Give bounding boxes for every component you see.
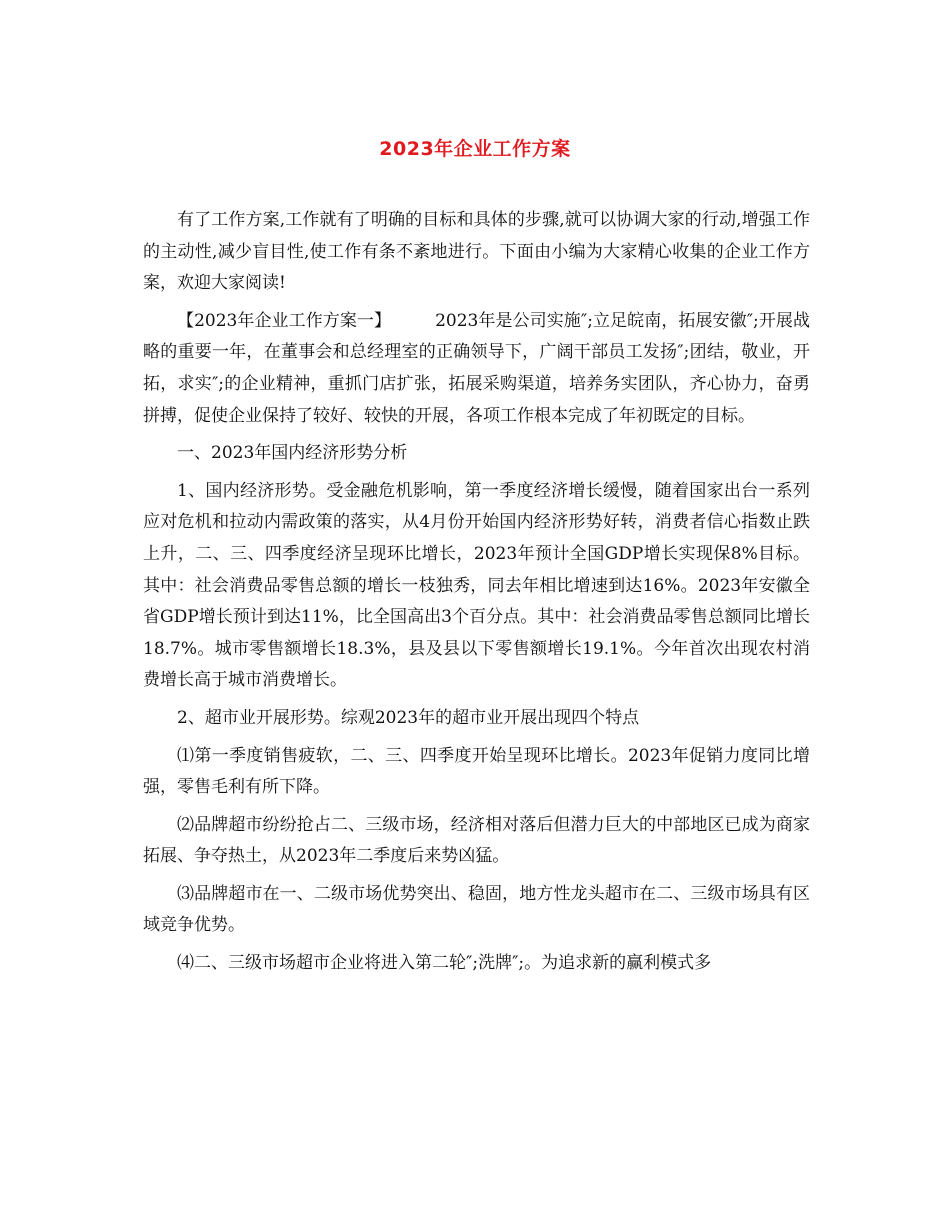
plan-one-text: 2023年是公司实施″;立足皖南，拓展安徽″;开展战略的重要一年，在董事会和总经理室的正确领导下，广阔干部员工发扬″;团结，敬业，开拓，求实″;的企业精神，重抓门店扩张，拓展采购渠道，培养务实团队，齐心协力，奋勇拼搏，促使企业保持了较好、较快的开展，各项工作根本完成了年初既定的目标。 <box>143 310 811 426</box>
section-one-heading: 一、2023年国内经济形势分析 <box>177 443 408 464</box>
document-title: 2023年企业工作方案 <box>379 138 571 160</box>
point-three-paragraph: ⑶品牌超市在一、二级市场优势突出、稳固，地方性龙头超市在二、三级市场具有区域竞争优势。 <box>143 883 810 936</box>
point-four-paragraph: ⑷二、三级市场超市企业将进入第二轮″;洗牌″;。为追求新的赢利模式多 <box>177 953 712 974</box>
economy-paragraph: 1、国内经济形势。受金融危机影响，第一季度经济增长缓慢，随着国家出台一系列应对危机和拉动内需政策的落实，从4月份开始国内经济形势好转，消费者信心指数止跌上升，二、三、四季度经济呈现环比增长，2023年预计全国GDP增长实现保8%目标。其中：社会消费品零售总额的增长一枝独秀，同去年相比增速到达16%。2023年安徽全省GDP增长预计到达11%，比全国高出3个百分点。其中：社会消费品零售总额同比增长18.7%。城市零售额增长18.3%，县及县以下零售额增长19.1%。今年首次出现农村消费增长高于城市消费增长。 <box>143 480 810 691</box>
intro-paragraph: 有了工作方案,工作就有了明确的目标和具体的步骤,就可以协调大家的行动,增强工作的主动性,减少盲目性,使工作有条不紊地进行。下面由小编为大家精心收集的企业工作方案，欢迎大家阅读! <box>143 210 810 294</box>
section-heading: 【2023年企业工作方案一】 <box>177 310 392 331</box>
plan-one-paragraph <box>143 306 810 432</box>
document-body <box>143 205 810 986</box>
point-two-paragraph: ⑵品牌超市纷纷抢占二、三级市场，经济相对落后但潜力巨大的中部地区已成为商家拓展、争夺热土，从2023年二季度后来势凶猛。 <box>143 814 810 867</box>
supermarket-heading: 2、超市业开展形势。综观2023年的超市业开展出现四个特点 <box>177 707 640 728</box>
point-one-paragraph: ⑴第一季度销售疲软，二、三、四季度开始呈现环比增长。2023年促销力度同比增强，零售毛利有所下降。 <box>143 745 810 798</box>
